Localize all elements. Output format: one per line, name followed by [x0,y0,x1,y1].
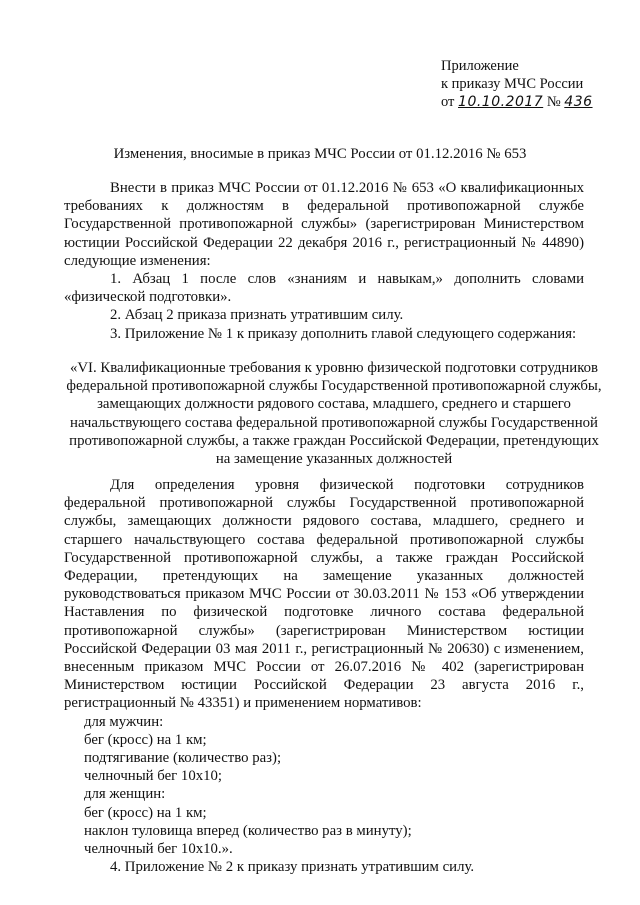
appendix-number: 436 [564,94,593,110]
appendix-header [441,57,593,111]
chapter-title: «VI. Квалификационные требования к уровню физической подготовки сотрудников федеральной противопожарной службы Государственной противопожарной службы, замещающих должности рядового состава, младшего, среднего и старшего начальствующего состава федеральной противопожарной службы Государственной противопожарной службы, а также граждан Российской Федерации, претендующих на замещение указанных должностей [66,360,602,468]
appendix-date: 10.10.2017 [458,94,544,110]
change-item-2: 2. Абзац 2 приказа признать утратившим силу. [110,307,404,324]
norms-list [64,713,584,859]
chapter-paragraph: Для определения уровня физической подготовки сотрудников федеральной противопожарной службы Государственной противопожарной службы, замещающих должности рядового состава, младшего, среднего и старшего начальствующего состава федеральной противопожарной службы Государственной противопожарной службы, а также граждан Российской Федерации, претендующих на замещение указанных должностей руководствоваться приказом МЧС России от 30.03.2011 № 153 «Об утверждении Наставления по физической подготовке личного состава федеральной противопожарной службы» (зарегистрирован Министерством юстиции Российской Федерации 03 мая 2011 г., регистрационный № 20630) с изменением, внесенным приказом МЧС России от 26.07.2016 № 402 (зарегистрирован Министерством юстиции Российской Федерации 23 августа 2016 г., регистрационный № 43351) и применением нормативов: [64,477,584,712]
norm-line: для женщин: [84,786,166,803]
intro-paragraph: Внести в приказ МЧС России от 01.12.2016 № 653 «О квалификационных требованиях к должностям в федеральной противопожарной службе Государственной противопожарной службы» (зарегистрирован Министерством юстиции Российской Федерации 22 декабря 2016 г., регистрационный № 44890) следующие изменения: [64,180,584,269]
change-item-4: 4. Приложение № 2 к приказу признать утратившим силу. [110,859,475,876]
change-item-3: 3. Приложение № 1 к приказу дополнить главой следующего содержания: [110,325,577,342]
appendix-order-ref: к приказу МЧС России [441,76,584,92]
norm-line: подтягивание (количество раз); [84,750,282,767]
appendix-date-line [441,93,593,111]
norm-line: челночный бег 10х10.». [84,841,233,858]
norm-line: для мужчин: [84,713,164,730]
norm-line: бег (кросс) на 1 км; [84,804,207,821]
appendix-from: от [441,94,455,110]
change-item-1: 1. Абзац 1 после слов «знаниям и навыкам,» дополнить словами «физической подготовки». [64,271,584,306]
intro-section [64,179,584,343]
norm-line: наклон туловища вперед (количество раз в минуту); [84,822,412,839]
norm-line: бег (кросс) на 1 км; [84,731,207,748]
chapter-section [64,476,584,876]
appendix-number-sign: № [546,94,561,110]
appendix-label: Приложение [441,58,519,74]
norm-line: челночный бег 10х10; [84,768,223,785]
document-title: Изменения, вносимые в приказ МЧС России от 01.12.2016 № 653 [113,146,527,162]
